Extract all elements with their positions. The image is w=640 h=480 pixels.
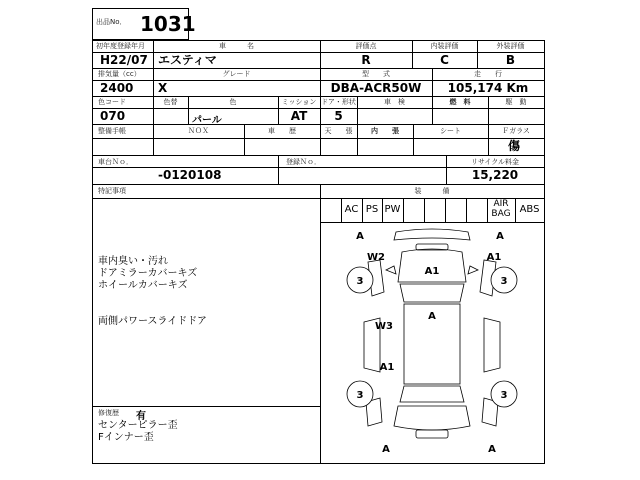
equipment-label: 装 備 bbox=[414, 187, 450, 195]
value-glass: 傷 bbox=[508, 139, 521, 153]
remark-line: ホイールカバーキズ bbox=[98, 280, 188, 291]
equipment-airbag: AIR BAG bbox=[491, 199, 511, 219]
label-transmission: ミッション bbox=[281, 98, 317, 106]
value-score: R bbox=[361, 53, 371, 67]
value-chassis: -0120108 bbox=[158, 168, 222, 182]
repair-line: Fインナー歪 bbox=[98, 432, 154, 443]
label-drive: 駆 動 bbox=[505, 98, 527, 106]
value-color-code: 070 bbox=[100, 109, 126, 123]
value-doors: 5 bbox=[334, 109, 343, 123]
value-model: DBA-ACR50W bbox=[330, 81, 422, 95]
label-history: 車 歴 bbox=[268, 127, 296, 135]
label-mileage: 走 行 bbox=[474, 70, 502, 78]
repair-list bbox=[98, 420, 178, 444]
value-car-name: エスティマ bbox=[158, 53, 217, 67]
damage-mark: A bbox=[356, 231, 364, 242]
label-glass: Ｆガラス bbox=[502, 127, 530, 135]
remarks-list bbox=[98, 256, 207, 328]
label-reg: 登録Ｎｏ． bbox=[286, 158, 321, 166]
damage-mark: A bbox=[428, 311, 436, 322]
label-car-name: 車 名 bbox=[219, 42, 254, 50]
label-seat: シート bbox=[440, 127, 461, 135]
equipment-abs: ABS bbox=[519, 204, 540, 215]
equipment-ps: PS bbox=[365, 204, 379, 215]
value-transmission: AT bbox=[290, 109, 308, 123]
remark-line bbox=[98, 304, 207, 316]
damage-mark: 3 bbox=[356, 276, 364, 287]
label-color: 色 bbox=[229, 98, 237, 106]
damage-mark: A1 bbox=[486, 252, 502, 263]
value-exterior: B bbox=[505, 53, 516, 67]
label-chassis: 車台Ｎｏ． bbox=[98, 158, 133, 166]
label-manual: 整備手帳 bbox=[98, 127, 126, 135]
value-grade: X bbox=[158, 81, 168, 95]
value-year: H22/07 bbox=[100, 53, 148, 67]
damage-mark: 3 bbox=[500, 390, 508, 401]
label-score: 評価点 bbox=[355, 42, 377, 50]
label-year: 初年度登録年月 bbox=[96, 42, 145, 50]
label-displacement: 排気量（cc） bbox=[98, 70, 141, 78]
label-grade: グレード bbox=[222, 70, 251, 78]
label-fuel: 燃 料 bbox=[449, 98, 471, 106]
damage-mark: A bbox=[496, 231, 504, 242]
value-displacement: 2400 bbox=[100, 81, 134, 95]
value-interior: C bbox=[440, 53, 449, 67]
damage-mark: W2 bbox=[367, 252, 385, 263]
damage-mark: W3 bbox=[375, 321, 393, 332]
remarks-label: 特記事項 bbox=[98, 187, 126, 195]
label-recycle: リサイクル料金 bbox=[470, 158, 520, 166]
damage-mark: A bbox=[488, 444, 496, 455]
value-color: パール bbox=[192, 115, 222, 126]
label-color-type: 色替 bbox=[163, 98, 178, 106]
car-damage-diagram bbox=[320, 222, 544, 463]
lot-label: 出品No． bbox=[96, 18, 127, 26]
damage-mark: 3 bbox=[356, 390, 364, 401]
lot-number: 1031 bbox=[140, 12, 196, 36]
label-doors: ドア・形状 bbox=[321, 98, 356, 106]
damage-mark: A1 bbox=[424, 266, 440, 277]
label-roof: 天 張 bbox=[324, 127, 353, 135]
label-interior2: 内 張 bbox=[371, 127, 399, 135]
remark-line: 両側パワースライドドア bbox=[98, 316, 207, 327]
repair-value: 有 bbox=[136, 411, 146, 422]
repair-label: 修復歴 bbox=[98, 409, 119, 417]
equipment-pw: PW bbox=[384, 204, 401, 215]
remark-line: ドアミラーカバーキズ bbox=[98, 268, 198, 279]
damage-mark: A1 bbox=[379, 362, 395, 373]
label-interior: 内装評価 bbox=[430, 42, 459, 50]
remark-line bbox=[98, 292, 207, 304]
label-vehicle: 車 検 bbox=[384, 98, 405, 106]
label-nox: ＮＯＸ bbox=[188, 127, 209, 135]
repair-line: センターピラー歪 bbox=[98, 420, 178, 431]
value-recycle: 15,220 bbox=[471, 168, 519, 182]
label-model: 型 式 bbox=[362, 70, 390, 78]
label-exterior: 外装評価 bbox=[496, 42, 525, 50]
equipment-ac: AC bbox=[344, 204, 359, 215]
damage-mark: 3 bbox=[500, 276, 508, 287]
damage-mark: A bbox=[382, 444, 390, 455]
remark-line: 車内臭い・汚れ bbox=[98, 256, 168, 267]
value-mileage: 105,174 Km bbox=[447, 81, 529, 95]
label-color-code: 色コード bbox=[98, 98, 126, 106]
